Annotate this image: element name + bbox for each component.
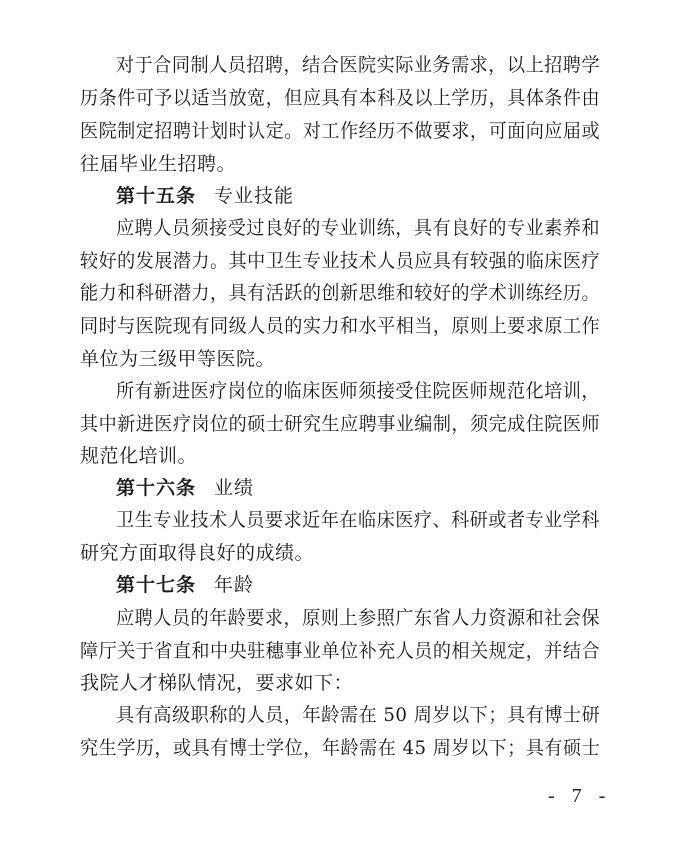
paragraph-1-line-2: 历条件可予以适当放宽，但应具有本科及以上学历，具体条件由 xyxy=(80,87,601,109)
article-16-number: 第十六条 xyxy=(116,477,197,499)
paragraph-3-line-1: 所有新进医疗岗位的临床医师须接受住院医师规范化培训， xyxy=(116,380,600,402)
paragraph-1-line-1: 对于合同制人员招聘，结合医院实际业务需求，以上招聘学 xyxy=(116,54,600,76)
paragraph-6-line-1: 具有高级职称的人员，年龄需在 50 周岁以下；具有博士研 xyxy=(116,704,601,726)
paragraph-5-line-1: 应聘人员的年龄要求，原则上参照广东省人力资源和社会保 xyxy=(116,607,600,629)
paragraph-2-line-4: 同时与医院现有同级人员的实力和水平相当，原则上要求原工作 xyxy=(80,315,601,337)
paragraph-6-line-2: 究生学历，或具有博士学位，年龄需在 45 周岁以下；具有硕士 xyxy=(80,737,601,759)
paragraph-1-line-3: 医院制定招聘计划时认定。对工作经历不做要求，可面向应届或 xyxy=(80,120,601,142)
paragraph-1-line-4: 往届毕业生招聘。 xyxy=(80,153,237,175)
paragraph-4-line-2: 研究方面取得良好的成绩。 xyxy=(80,542,315,564)
article-15-title: 专业技能 xyxy=(214,185,295,207)
article-17-number: 第十七条 xyxy=(116,574,197,596)
article-17-heading xyxy=(116,570,254,600)
paragraph-5-line-3: 我院人才梯队情况，要求如下： xyxy=(80,672,354,694)
paragraph-5-line-2: 障厅关于省直和中央驻穗事业单位补充人员的相关规定，并结合 xyxy=(80,640,601,662)
paragraph-3-line-3: 规范化培训。 xyxy=(80,445,198,467)
paragraph-2-line-5: 单位为三级甲等医院。 xyxy=(80,348,276,370)
paragraph-2-line-1: 应聘人员须接受过良好的专业训练，具有良好的专业素养和 xyxy=(116,217,600,239)
paragraph-2-line-2: 较好的发展潜力。其中卫生专业技术人员应具有较强的临床医疗 xyxy=(80,250,601,272)
paragraph-2-line-3: 能力和科研潜力，具有活跃的创新思维和较好的学术训练经历。 xyxy=(80,282,601,304)
paragraph-4-line-1: 卫生专业技术人员要求近年在临床医疗、科研或者专业学科 xyxy=(116,509,600,531)
article-15-number: 第十五条 xyxy=(116,185,197,207)
article-15-heading xyxy=(116,181,294,211)
article-17-title: 年龄 xyxy=(214,574,255,596)
paragraph-3-line-2: 其中新进医疗岗位的硕士研究生应聘事业编制，须完成住院医师 xyxy=(80,413,601,435)
article-16-heading xyxy=(116,473,254,503)
page-number: - 7 - xyxy=(548,785,612,807)
article-16-title: 业绩 xyxy=(214,477,255,499)
